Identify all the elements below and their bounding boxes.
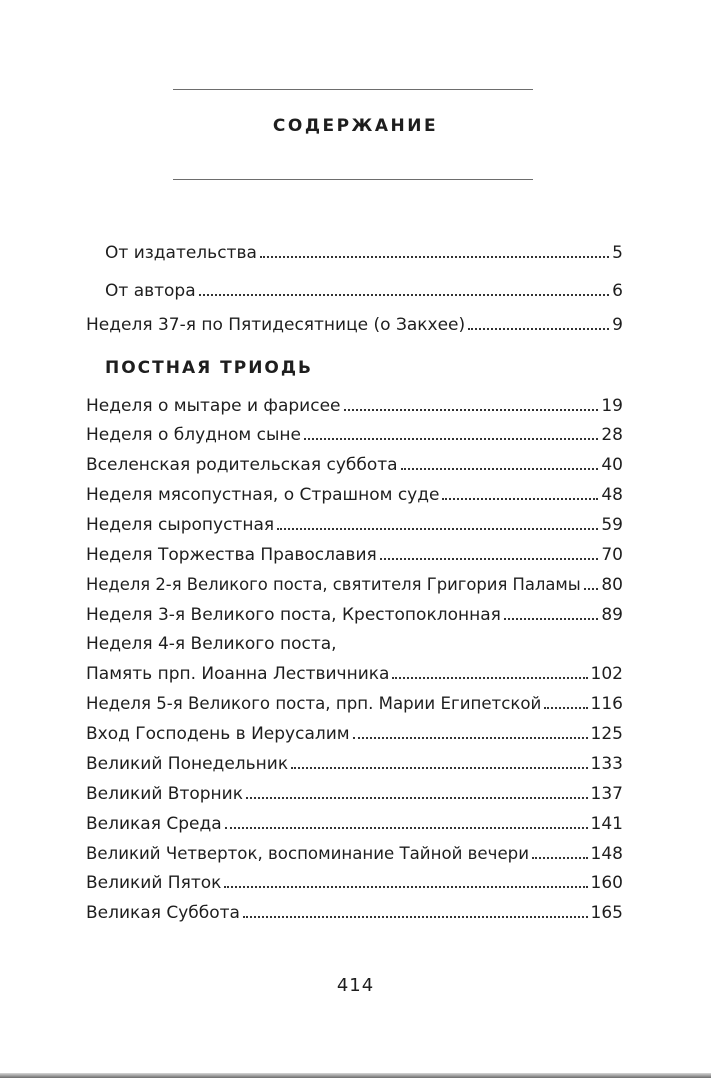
toc-leader	[291, 767, 587, 769]
toc-entry-author[interactable]	[105, 280, 623, 302]
toc-entry-title: Великая Среда	[86, 814, 222, 834]
toc-leader	[504, 618, 599, 620]
toc-entry-page: 125	[590, 724, 623, 744]
toc-entry-page: 89	[601, 605, 623, 625]
toc-leader	[532, 857, 588, 859]
toc-entry-title: Великий Пяток	[86, 873, 222, 893]
toc-entry-title: Великий Вторник	[86, 784, 243, 804]
toc-entry-page: 137	[590, 784, 623, 804]
toc-entry[interactable]	[86, 902, 623, 924]
toc-entry[interactable]	[86, 514, 623, 536]
toc-entry-title: Неделя 4-я Великого поста,	[86, 634, 337, 654]
page-number: 414	[336, 975, 375, 996]
toc-entry[interactable]	[86, 872, 623, 894]
toc-leader	[243, 916, 588, 918]
toc-entry[interactable]	[86, 604, 623, 626]
toc-entry[interactable]	[86, 544, 623, 566]
toc-entry[interactable]	[86, 574, 623, 596]
toc-entry-page: 165	[590, 903, 623, 923]
toc-entry-first-line[interactable]	[86, 633, 623, 655]
toc-entry-title: Неделя мясопустная, о Страшном суде	[86, 485, 440, 505]
toc-entry[interactable]	[86, 783, 623, 805]
toc-entry-page: 160	[590, 873, 623, 893]
toc-entry[interactable]	[86, 723, 623, 745]
toc-entry-page: 28	[601, 425, 623, 445]
toc-entry-title: Великая Суббота	[86, 903, 240, 923]
section-heading: ПОСТНАЯ ТРИОДЬ	[105, 358, 313, 378]
toc-entry-page: 70	[601, 545, 623, 565]
toc-entry-page: 5	[612, 243, 623, 263]
toc-entry-page: 116	[590, 694, 623, 714]
toc-leader	[584, 588, 599, 590]
toc-entry[interactable]	[86, 484, 623, 506]
toc-entry-page: 9	[612, 315, 623, 335]
top-rule	[173, 89, 533, 90]
toc-leader	[544, 707, 587, 709]
toc-entry-title: Неделя о блудном сыне	[86, 425, 302, 445]
toc-entry-page: 48	[601, 485, 623, 505]
toc-entry-zacchaeus[interactable]	[86, 314, 623, 336]
toc-entry-page: 148	[590, 844, 623, 864]
page-edge-shadow	[0, 1073, 711, 1078]
toc-leader	[401, 468, 599, 470]
toc-leader	[344, 409, 599, 411]
toc-entry-title: Неделя сыропустная	[86, 515, 275, 535]
toc-entry-title: Неделя 5-я Великого поста, прп. Марии Египетской	[86, 694, 542, 713]
toc-entry-title: От издательства	[105, 243, 257, 263]
toc-entry-page: 40	[601, 455, 623, 475]
toc-leader	[225, 827, 588, 829]
toc-entry-title: Неделя о мытаре и фарисее	[86, 396, 341, 416]
toc-entry-title: Великий Понедельник	[86, 754, 289, 774]
toc-entry[interactable]	[86, 395, 623, 417]
toc-entry-page: 102	[590, 664, 623, 684]
toc-entry[interactable]	[86, 843, 623, 865]
toc-leader	[353, 737, 588, 739]
toc-entry-page: 80	[601, 575, 623, 595]
toc-leader	[277, 528, 598, 530]
toc-entry-page: 59	[601, 515, 623, 535]
toc-leader	[304, 438, 598, 440]
toc-entry[interactable]	[86, 813, 623, 835]
toc-entry-page: 6	[612, 281, 623, 301]
toc-entry-title: Вселенская родительская суббота	[86, 455, 398, 475]
toc-leader	[260, 256, 609, 258]
toc-entry-title: От автора	[105, 281, 196, 301]
toc-leader	[224, 886, 587, 888]
toc-entry-title: Неделя Торжества Православия	[86, 545, 377, 565]
toc-entry-page: 133	[590, 754, 623, 774]
toc-entry-title: Неделя 3-я Великого поста, Крестопоклонная	[86, 605, 501, 625]
toc-leader	[246, 797, 588, 799]
toc-entry[interactable]	[86, 753, 623, 775]
toc-leader	[199, 294, 610, 296]
toc-entry-title: Память прп. Иоанна Лествичника	[86, 664, 390, 684]
toc-leader	[442, 498, 598, 500]
toc-entry[interactable]	[86, 424, 623, 446]
toc-entry[interactable]	[86, 454, 623, 476]
page-title: СОДЕРЖАНИЕ	[272, 116, 439, 136]
toc-leader	[380, 558, 599, 560]
toc-entry-page: 141	[590, 814, 623, 834]
toc-leader	[392, 677, 587, 679]
toc-entry[interactable]	[86, 693, 623, 715]
toc-entry-title: Вход Господень в Иерусалим	[86, 724, 350, 744]
toc-entry-title: Великий Четверток, воспоминание Тайной вечери	[86, 844, 529, 863]
toc-entry-page: 19	[601, 396, 623, 416]
toc-entry-publisher[interactable]	[105, 242, 623, 264]
toc-entry-title: Неделя 37-я по Пятидесятнице (о Закхее)	[86, 315, 466, 335]
toc-leader	[468, 328, 609, 330]
toc-entry[interactable]	[86, 663, 623, 685]
toc-entry-title: Неделя 2-я Великого поста, святителя Григория Паламы	[86, 575, 581, 594]
bottom-rule	[173, 179, 533, 180]
